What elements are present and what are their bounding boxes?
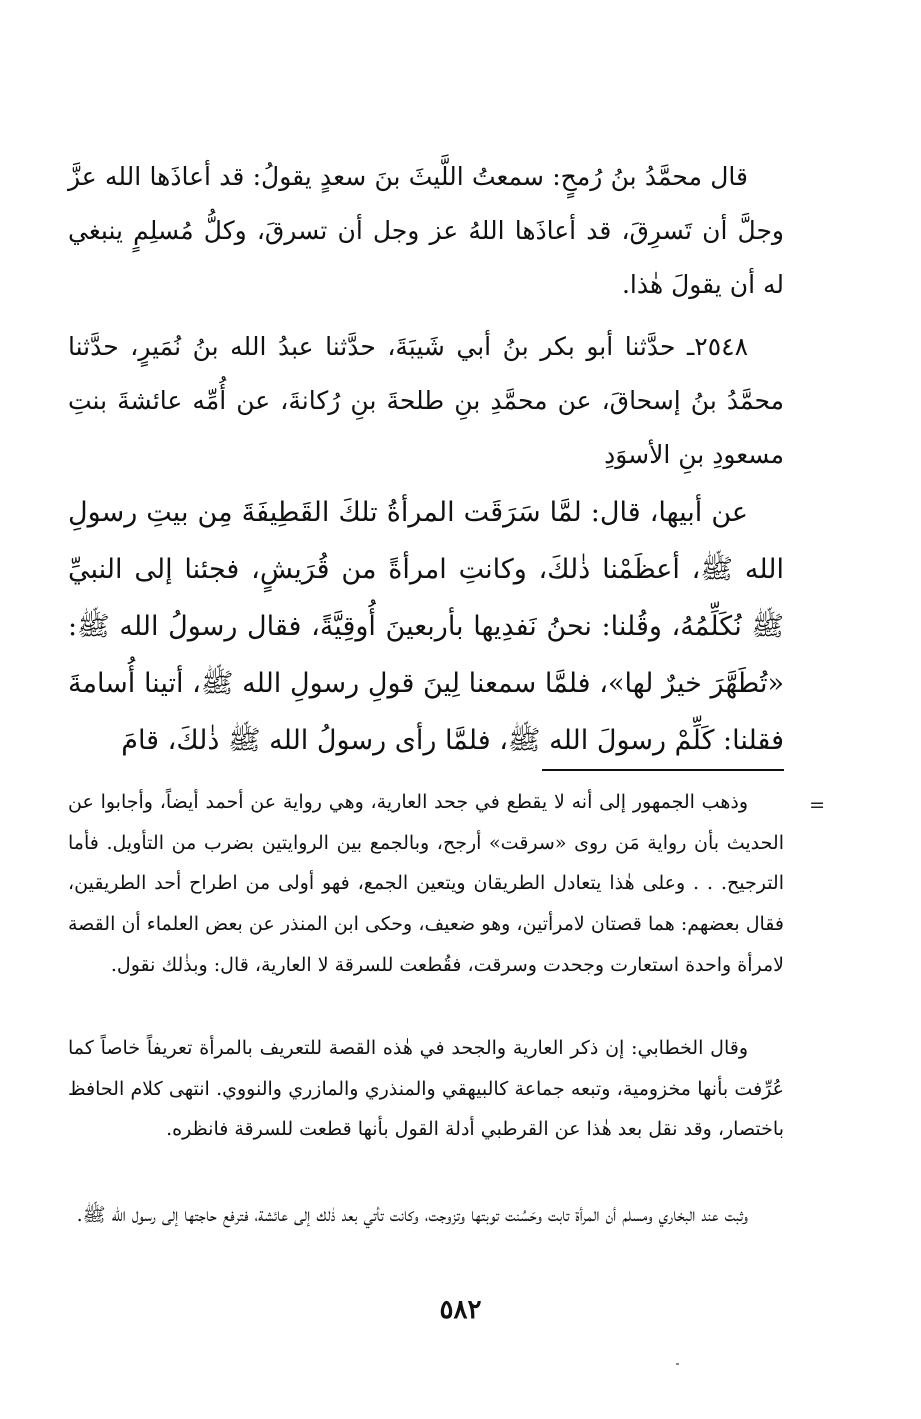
hadith-2548-isnad [68, 320, 784, 482]
paragraph-1-text: قال محمَّدُ بنُ رُمحٍ: سمعتُ اللَّيثَ بنَ سعدٍ يقولُ: قد أعاذَها الله عزَّ وجلَّ أن تَسرِقَ، قد أعاذَها اللهُ عز وجل أن تسرقَ، وكلُّ مُسلِمٍ ينبغي له أن يقولَ هٰذا. [68, 162, 784, 299]
paragraph-2-text: ٢٥٤٨ـ حدَّثنا أبو بكر بنُ أبي شَيبَةَ، حدَّثنا عبدُ الله بنُ نُمَيرٍ، حدَّثنا محمَّدُ بنُ إسحاقَ، عن محمَّدِ بنِ طلحةَ بنِ رُكانةَ، عن أُمِّه عائشةَ بنتِ مسعودِ بنِ الأسوَدِ [68, 332, 784, 469]
paragraph-1 [68, 150, 784, 312]
footnote-3-text: وثبت عند البخاري ومسلم أن المرأة تابت وحَسُنت توبتها وتزوجت، وكانت تأتي بعد ذٰلك إلى عائشة، فترفع حاجتها إلى رسول الله ﷺ. [76, 1204, 748, 1226]
footnote-paragraph-1 [68, 782, 784, 986]
footnote-continuation-mark: = [809, 794, 825, 816]
footnote-1-text: وذهب الجمهور إلى أنه لا يقطع في جحد العارية، وهي رواية عن أحمد أيضاً، وأجابوا عن الحديث بأن رواية مَن روى «سرقت» أرجح، وبالجمع بين الروايتين بضرب من التأويل. فأما الترجيح. . . وعلى هٰذا يتعادل الطريقان ويتعين الجمع، فهو أولى من اطراح أحد الطريقين، فقال بعضهم: هما قصتان لامرأتين، وهو ضعيف، وحكى ابن المنذر عن بعض العلماء أن القصة لامرأة واحدة استعارت وجحدت وسرقت، فقُطعت للسرقة لا العارية، قال: وبذٰلك نقول. [68, 791, 784, 976]
hadith-2548-matn [68, 484, 784, 769]
page-number: ٥٨٢ [439, 1295, 482, 1325]
paragraph-3-text: عن أبيها، قال: لمَّا سَرَقَت المرأةُ تلكَ القَطِيفَةَ مِن بيتِ رسولِ الله ﷺ، أعظَمْنا ذٰلكَ، وكانتِ امرأةً من قُرَيشٍ، فجئنا إلى النبيِّ ﷺ نُكَلِّمُهُ، وقُلنا: نحنُ نَفدِيها بأربعينَ أُوقِيَّةً، فقال رسولُ الله ﷺ: «تُطَهَّرَ خيرٌ لها»، فلمَّا سمعنا لِينَ قولِ رسولِ الله ﷺ، أتينا أُسامةَ فقلنا: كَلِّمْ رسولَ الله ﷺ، فلمَّا رأى رسولُ الله ﷺ ذٰلكَ، قامَ [68, 497, 784, 756]
footnote-divider [542, 769, 784, 771]
footnote-paragraph-3 [68, 1195, 784, 1236]
footnote-2-text: وقال الخطابي: إن ذكر العارية والجحد في هٰذه القصة للتعريف بالمرأة تعريفاً خاصاً كما عُرِّفت بأنها مخزومية، وتبعه جماعة كالبيهقي والمنذري والمازري والنووي. انتهى كلام الحافظ باختصار، وقد نقل بعد هٰذا عن القرطبي أدلة القول بأنها قطعت للسرقة فانظره. [68, 1037, 784, 1141]
scan-speck [676, 1363, 679, 1365]
footnote-paragraph-2 [68, 1028, 784, 1150]
